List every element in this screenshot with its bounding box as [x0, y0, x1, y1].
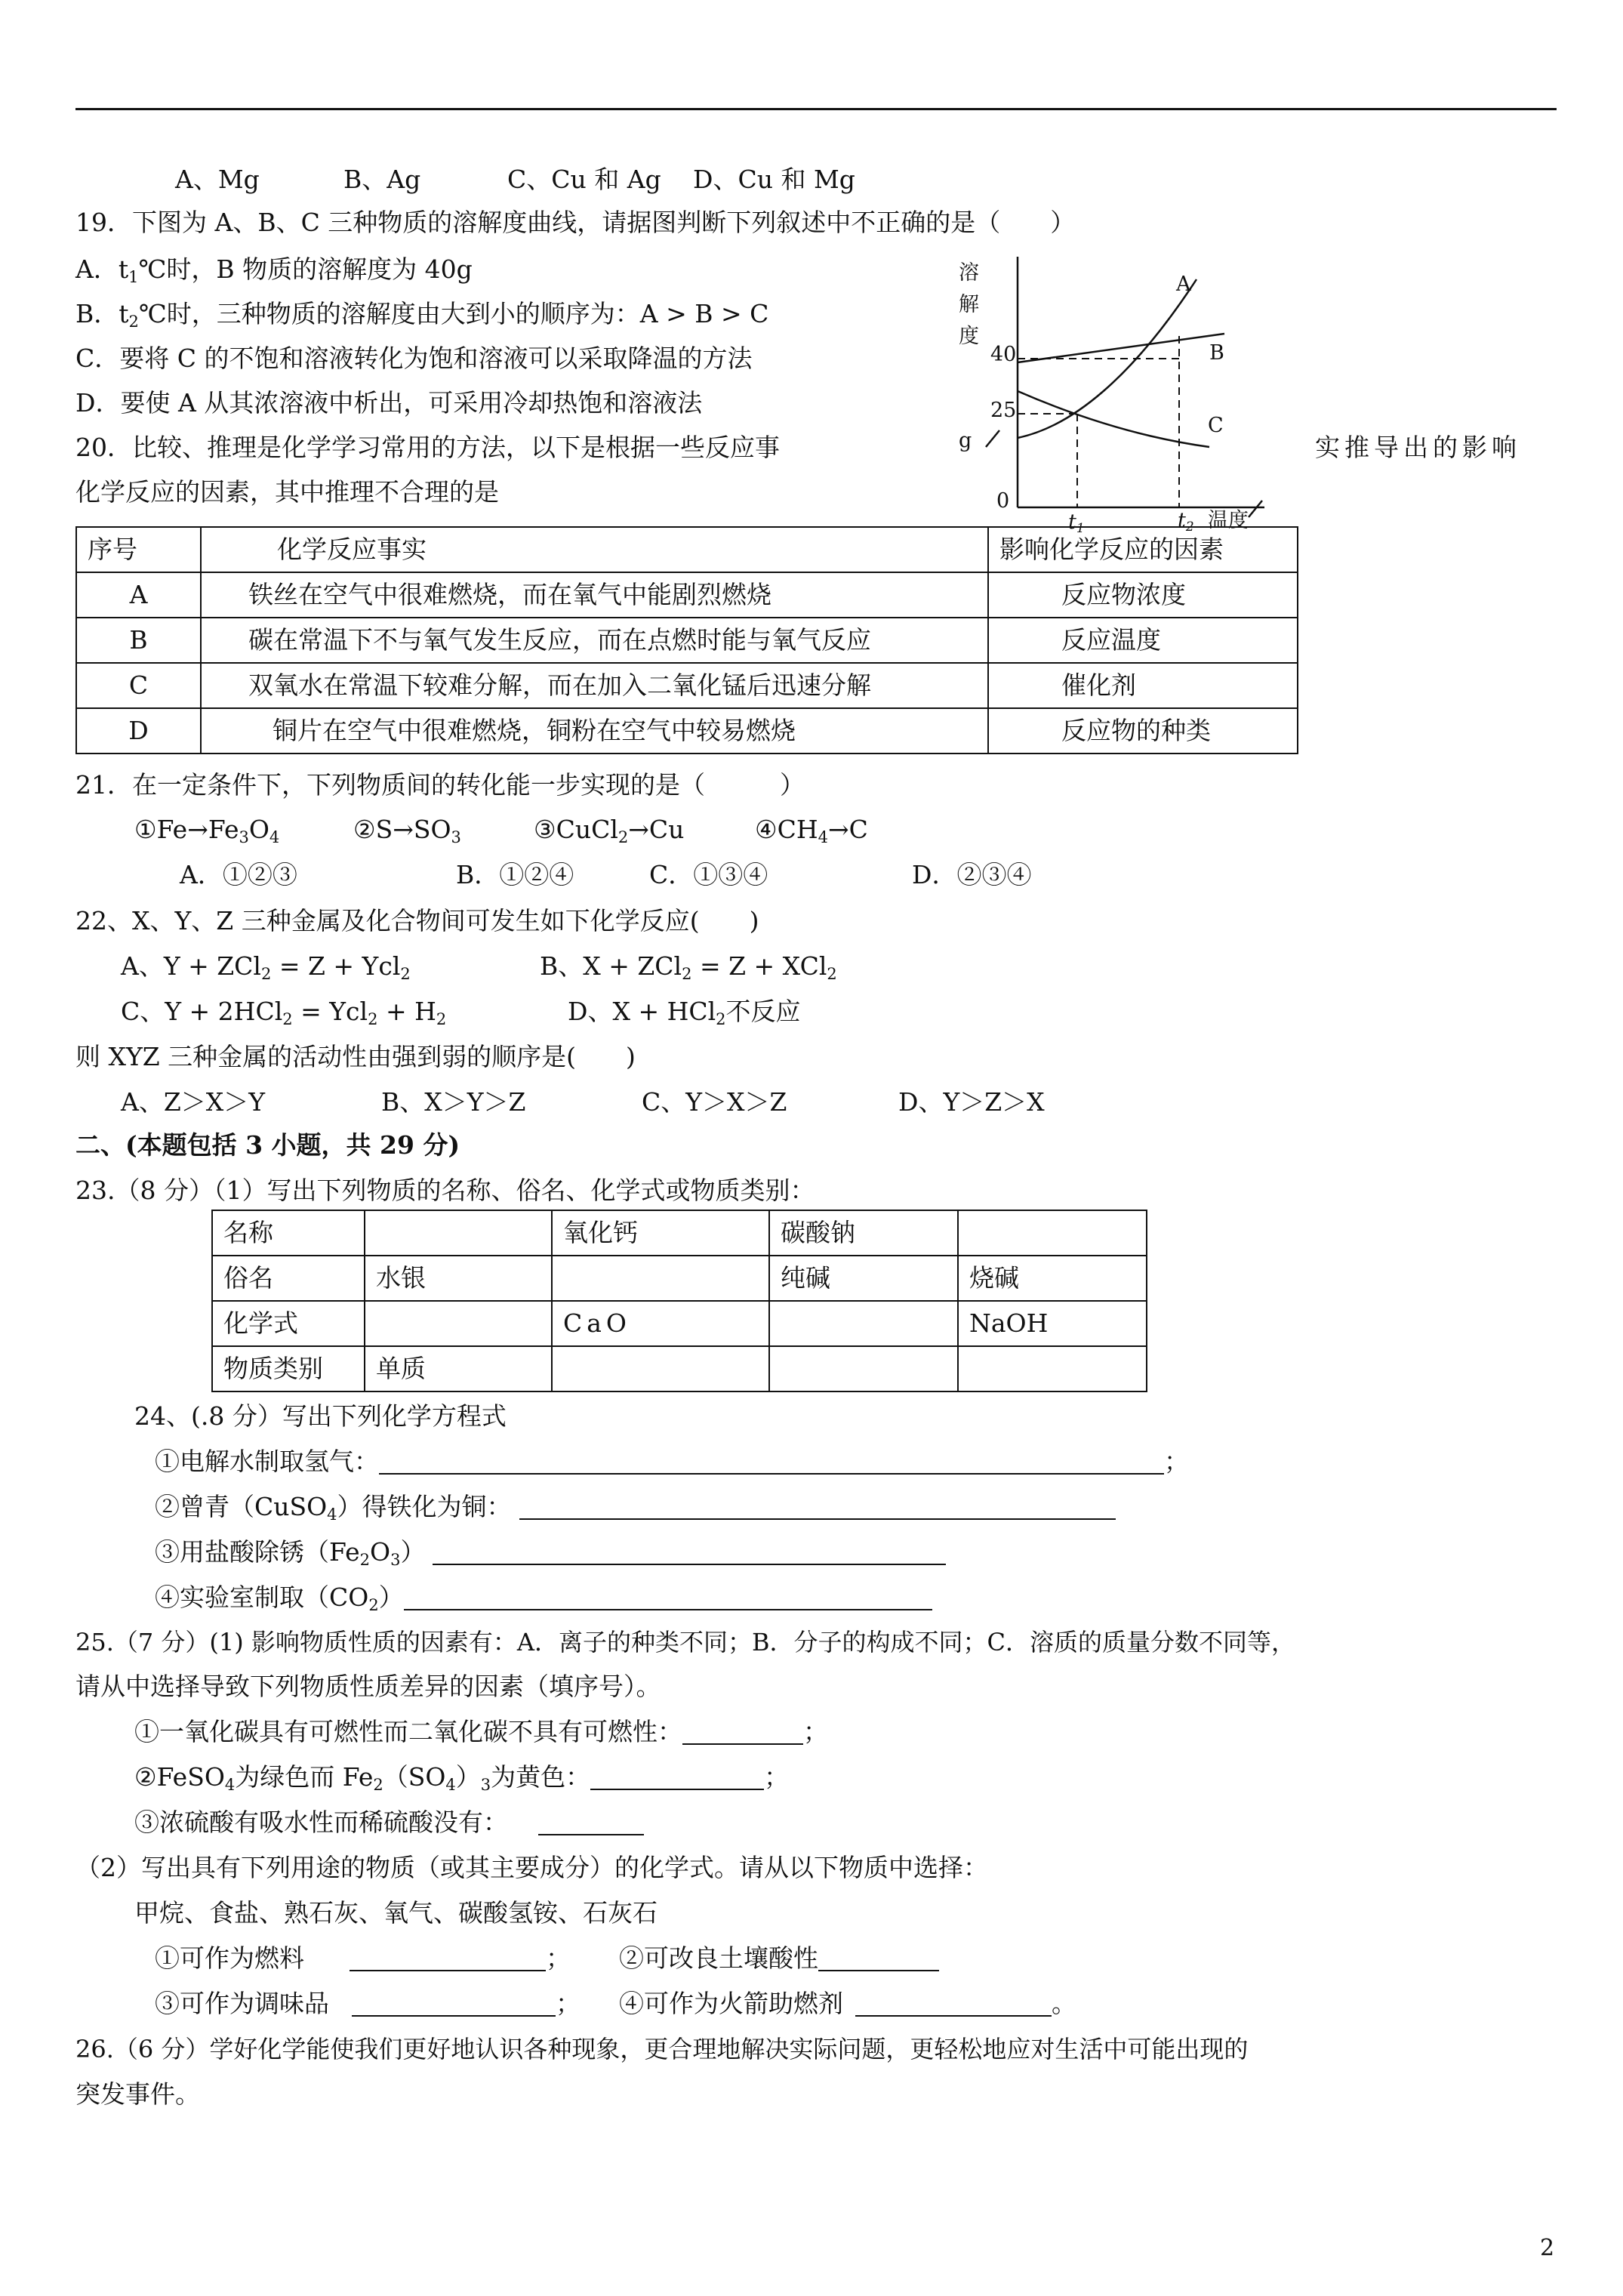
q25-use-1: ①可作为燃料 ； [155, 1943, 571, 1973]
q20-row-c-seq: C [76, 663, 201, 708]
q20-row-d-factor: 反应物的种类 [988, 708, 1298, 754]
q18-option-c: C、Cu 和 Ag [507, 165, 661, 194]
q24-line-1: ①电解水制取氢气： ； [155, 1447, 1189, 1476]
q20-stem-right: 实推导出的影响 [1315, 433, 1521, 462]
q24-answer-blank-4[interactable] [404, 1585, 932, 1610]
q23-table [211, 1210, 1147, 1392]
table-row [212, 1210, 1147, 1256]
chart-ylabel-2: 解 [959, 293, 979, 316]
q23-r3-c4 [769, 1301, 958, 1346]
q23-r3-c3: CaO [552, 1301, 769, 1346]
chart-xlabel-slash [1249, 501, 1262, 517]
chart-ytick-40: 40 [990, 343, 1017, 366]
q23-r3-c2 [365, 1301, 552, 1346]
q25-stem-1: 25.（7 分）(1) 影响物质性质的因素有：A．离子的种类不同；B．分子的构成不同；C．溶质的质量分数不同等， [75, 1628, 1296, 1657]
q23-r4-c3 [552, 1346, 769, 1391]
q21-item-1: $①Fe\to Fe_3O_4$ [134, 815, 280, 846]
chart-ylabel-unit: g [959, 429, 972, 452]
q20-row-b-fact: 碳在常温下不与氧气发生反应，而在点燃时能与氧气反应 [201, 618, 988, 663]
q23-r1-c1: 名称 [212, 1210, 365, 1256]
table-row [212, 1301, 1147, 1346]
q25-use-blank-4[interactable] [855, 1991, 1052, 2017]
q20-row-a-seq: A [76, 572, 201, 618]
q25-use-blank-2[interactable] [818, 1946, 939, 1971]
q19-option-a: A．$t_1℃$时，B 物质的溶解度为 40g [75, 254, 473, 286]
q25-use-4: ④可作为火箭助燃剂 。 [619, 1989, 1076, 2018]
solubility-chart [936, 249, 1268, 536]
q20-header-fact: 化学反应事实 [201, 527, 988, 572]
q24-answer-blank-3[interactable] [433, 1539, 946, 1565]
q20-row-c-factor: 催化剂 [988, 663, 1298, 708]
table-row [76, 572, 1298, 618]
table-row [212, 1256, 1147, 1301]
q24-answer-blank-2[interactable] [519, 1494, 1116, 1520]
table-row [76, 708, 1298, 754]
header-rule [75, 108, 1557, 110]
q20-row-b-seq: B [76, 618, 201, 663]
q26-line-2: 突发事件。 [75, 2079, 200, 2109]
q21-option-a: A．①②③ [180, 860, 297, 889]
q25-use-blank-3[interactable] [352, 1991, 556, 2017]
q18-option-a: A、Mg [175, 165, 260, 194]
q26-line-1: 26.（6 分）学好化学能使我们更好地认识各种现象，更合理地解决实际问题，更轻松地应对生活中可能出现的 [75, 2035, 1249, 2063]
q23-r4-c5 [958, 1346, 1147, 1391]
q20-row-a-fact: 铁丝在空气中很难燃烧，而在氧气中能剧烈燃烧 [201, 572, 988, 618]
q23-r2-c4: 纯碱 [769, 1256, 958, 1301]
q19-option-d: D．要使 A 从其浓溶液中析出，可采用冷却热饱和溶液法 [75, 388, 703, 418]
q24-answer-blank-1[interactable] [379, 1449, 1164, 1475]
q23-r4-c1: 物质类别 [212, 1346, 365, 1391]
q22-stem: 22、X、Y、Z 三种金属及化合物间可发生如下化学反应( ) [75, 906, 759, 935]
q19-option-c: C．要将 C 的不饱和溶液转化为饱和溶液可以采取降温的方法 [75, 344, 753, 373]
q21-option-b: B．①②④ [456, 860, 574, 889]
q23-r3-c5: NaOH [958, 1301, 1147, 1346]
q23-r1-c2 [365, 1210, 552, 1256]
chart-xtick-t1: t1 [1068, 510, 1085, 536]
q21-option-d: D．②③④ [912, 860, 1032, 889]
q22-reaction-a: A、Y + ZCl$_2$ = Z + Ycl$_2$ [121, 951, 411, 983]
q20-row-a-factor: 反应物浓度 [988, 572, 1298, 618]
table-row [76, 663, 1298, 708]
q19-option-b: B．$t_2℃$时，三种物质的溶解度由大到小的顺序为：A > B > C [75, 299, 769, 331]
q21-option-c: C．①③④ [649, 860, 768, 889]
q23-r2-c3 [552, 1256, 769, 1301]
q23-r4-c4 [769, 1346, 958, 1391]
q18-option-d: D、Cu 和 Mg [693, 165, 855, 194]
chart-xlabel: 温度 [1208, 509, 1249, 532]
q22-option-d: D、Y＞Z＞X [898, 1087, 1045, 1117]
chart-series-c-label: C [1208, 414, 1224, 437]
q19-stem: 19．下图为 A、B、C 三种物质的溶解度曲线，请据图判断下列叙述中不正确的是（ ） [75, 208, 1076, 237]
q21-item-2: $②S\to SO_3$ [353, 815, 461, 846]
q25-use-2: ②可改良土壤酸性 [619, 1942, 939, 1975]
table-row [212, 1346, 1147, 1391]
q20-row-d-seq: D [76, 708, 201, 754]
q23-r2-c1: 俗名 [212, 1256, 365, 1301]
q23-r2-c2: 水银 [365, 1256, 552, 1301]
q20-row-b-factor: 反应温度 [988, 618, 1298, 663]
q20-stem-left: 20．比较、推理是化学学习常用的方法，以下是根据一些反应事 [75, 433, 780, 462]
q25-substance-list: 甲烷、食盐、熟石灰、氧气、碳酸氢铵、石灰石 [134, 1898, 658, 1928]
section-2-title: 二、(本题包括 3 小题，共 29 分) [75, 1130, 460, 1160]
chart-ytick-25: 25 [990, 399, 1017, 422]
q20-row-c-fact: 双氧水在常温下较难分解，而在加入二氧化锰后迅速分解 [201, 663, 988, 708]
q23-r3-c1: 化学式 [212, 1301, 365, 1346]
q23-r2-c5: 烧碱 [958, 1256, 1147, 1301]
q25-sub-2: ②FeSO$_4$为绿色而 $Fe_2(SO_4)_3$为黄色： ； [134, 1762, 790, 1794]
q20-header-seq: 序号 [76, 527, 201, 572]
q22-question: 则 XYZ 三种金属的活动性由强到弱的顺序是( ) [75, 1042, 636, 1071]
q24-line-3: ③用盐酸除锈$(Fe_2O_3)$ [155, 1536, 946, 1569]
q22-option-c: C、Y＞X＞Z [642, 1087, 787, 1117]
q25-answer-blank-2[interactable] [590, 1764, 764, 1790]
chart-xtick-t2: t2 [1178, 509, 1194, 535]
q18-option-b: B、Ag [343, 165, 421, 194]
q25-answer-blank-1[interactable] [682, 1719, 803, 1745]
chart-series-b-label: B [1209, 341, 1224, 365]
q22-reaction-b: B、X + ZCl$_2$ = Z + XCl$_2$ [540, 951, 837, 983]
chart-ylabel-slash [986, 430, 999, 447]
q24-stem: 24、(.8 分）写出下列化学方程式 [134, 1401, 507, 1431]
chart-origin-label: 0 [996, 489, 1010, 513]
q21-item-4: $④CH_4\to C$ [755, 815, 868, 846]
q23-r1-c5 [958, 1210, 1147, 1256]
q22-option-b: B、X＞Y＞Z [381, 1087, 526, 1117]
q21-item-3: ③CuCl$_2$→Cu [534, 815, 685, 846]
q20-stem-2: 化学反应的因素，其中推理不合理的是 [75, 477, 499, 507]
chart-ylabel-3: 度 [959, 325, 979, 348]
q25-use-3: ③可作为调味品 ； [155, 1989, 581, 2018]
q20-row-d-fact: 铜片在空气中很难燃烧，铜粉在空气中较易燃烧 [201, 708, 988, 754]
q20-table [75, 526, 1298, 754]
q20-header-factor: 影响化学反应的因素 [988, 527, 1298, 572]
chart-ylabel-1: 溶 [959, 261, 979, 285]
q24-line-2: ②曾青（CuSO$_4$）得铁化为铜： [155, 1490, 1116, 1524]
q25-answer-blank-3[interactable] [538, 1810, 644, 1835]
q22-option-a: A、Z＞X＞Y [121, 1087, 266, 1117]
chart-series-a-label: A [1176, 273, 1191, 296]
q25-use-blank-1[interactable] [350, 1946, 546, 1971]
q25-stem-2: 请从中选择导致下列物质性质差异的因素（填序号）。 [75, 1672, 661, 1701]
chart-series-c-curve [1018, 391, 1209, 447]
q25-sub-1: ①一氧化碳具有可燃性而二氧化碳不具有可燃性： ； [134, 1717, 828, 1746]
q23-stem: 23.（8 分）（1）写出下列物质的名称、俗名、化学式或物质类别： [75, 1176, 815, 1205]
q25-part-2: （2）写出具有下列用途的物质（或其主要成分）的化学式。请从以下物质中选择： [75, 1853, 988, 1882]
q24-line-4: ④实验室制取$(CO_2)$ [155, 1581, 932, 1614]
q21-stem: 21．在一定条件下，下列物质间的转化能一步实现的是（ ） [75, 770, 805, 800]
q22-reaction-c: C、$Y + 2HCl_2 = Ycl_2 + H_2$ [121, 997, 447, 1028]
table-row [76, 618, 1298, 663]
q23-r4-c2: 单质 [365, 1346, 552, 1391]
q20-table-header [76, 527, 1298, 572]
q25-sub-3: ③浓硫酸有吸水性而稀硫酸没有： [134, 1806, 644, 1839]
page-number: 2 [1540, 2235, 1555, 2261]
q23-r1-c4: 碳酸钠 [769, 1210, 958, 1256]
q22-reaction-d: D、X + HCl$_2$不反应 [568, 997, 801, 1028]
q23-r1-c3: 氧化钙 [552, 1210, 769, 1256]
